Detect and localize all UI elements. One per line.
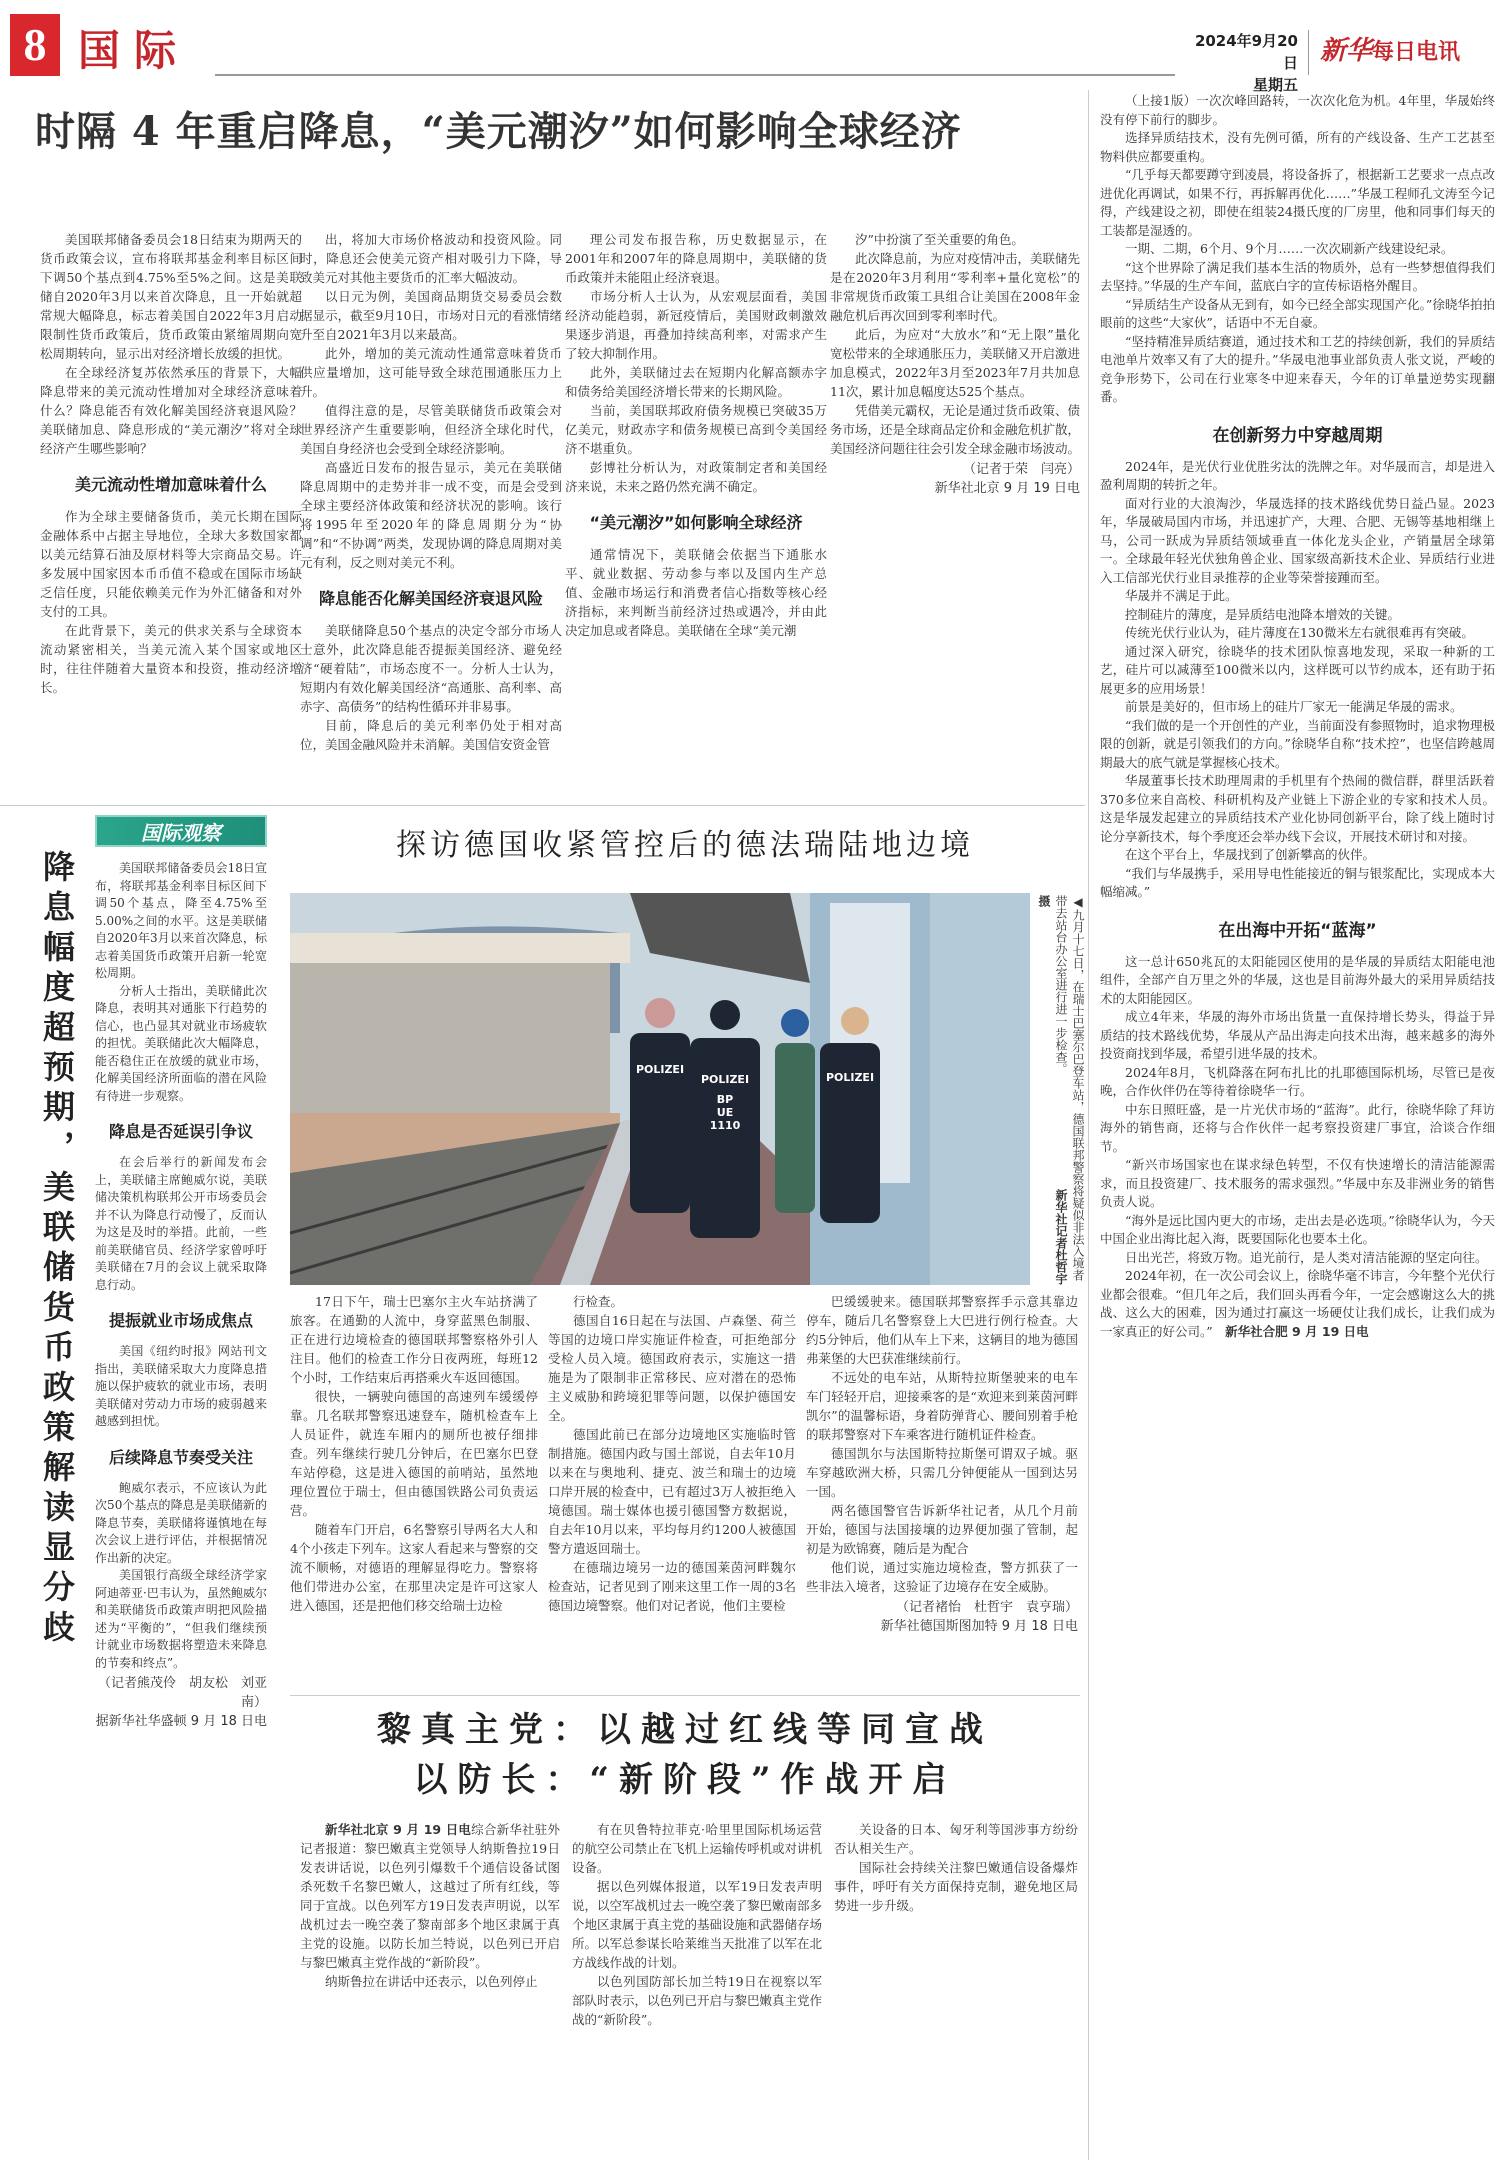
paragraph: 华晟董事长技术助理周肃的手机里有个热闹的微信群，群里活跃着370多位来自高校、科研机构及产业链上下游企业的专家和技术人员。这是华晟发起建立的异质结技术产业化协同创新平台，除了线上随时讨论分享新技术，每个季度还会举办线下会议，开展技术研讨和对接。 (1100, 773, 1495, 844)
newspaper-logo (1320, 30, 1460, 67)
subheading: 降息能否化解美国经济衰退风险 (318, 589, 543, 608)
germany-headline: 探访德国收紧管控后的德法瑞陆地边境 (396, 828, 974, 863)
paragraph: 作为全球主要储备货币，美元长期在国际金融体系中占据主导地位，全球大多数国家都以美元结算石油及原材料等大宗商品交易。许多发展中国家因本币币值不稳或在国际市场缺乏信任度，只能依赖美元作为外汇储备和对外支付的工具。 (40, 509, 302, 619)
paragraph: 高盛近日发布的报告显示，美元在美联储降息周期中的走势并非一成不变，而是会受到全球主要经济体政策和经济状况的影响。该行将1995年至2020年的降息周期分为“协调”和“不协调”两类，发现协调的降息周期对美元有利，反之则对美元不利。 (300, 460, 562, 570)
dateline: 新华社北京 9 月 19 日电 (934, 481, 1080, 496)
header-divider (1308, 30, 1309, 75)
paragraph: 美国联邦储备委员会18日结束为期两天的货币政策会议，宣布将联邦基金利率目标区间下调50个基点到4.75%至5%之间。这是美联储自2020年3月以来首次降息，且一开始就超常规大幅降息，标志着美国自2022年3月启动限制性货币政策后，货币政策由紧缩周期向宽松周期转向，显示出对经济增长放缓的担忧。 (40, 232, 302, 361)
paragraph: 纳斯鲁拉在讲话中还表示，以色列停止 (325, 1974, 538, 1989)
subheading: 在出海中开拓“蓝海” (1218, 920, 1377, 941)
paragraph: 据以色列媒体报道，以军19日发表声明说，以空军战机过去一晚空袭了黎巴嫩南部多个地区隶属于真主党的基础设施和武器储存场所。以军总参谋长哈莱维当天批准了以军在北方战线作战的计划。 (572, 1879, 822, 1970)
date-text: 2024年9月20日 (1194, 32, 1298, 72)
paragraph: 有在贝鲁特拉菲克·哈里里国际机场运营的航空公司禁止在飞机上运输传呼机或对讲机设备。 (572, 1822, 822, 1875)
paragraph: （上接1版）一次次峰回路转，一次次化危为机。4年里，华晟始终没有停下前行的脚步。 (1100, 93, 1495, 127)
logo-text: 每日电讯 (1372, 39, 1461, 65)
lebanon-col-2 (572, 1820, 822, 2160)
paragraph: 成立4年来，华晟的海外市场出货量一直保持增长势头，得益于异质结的技术路线优势，华晟从产品出海走向技术出海，越来越多的海外投资商找到华晟，希望引进华晟的技术。 (1100, 1009, 1495, 1061)
paragraph: 在此背景下，美元的供求关系与全球资本流动紧密相关，当美元流入某个国家或地区时，往往伴随着大量资本和投资，推动经济增长。 (40, 623, 302, 695)
vest-label: POLIZEI (635, 1063, 685, 1076)
paragraph: 综合新华社驻外记者报道：黎巴嫩真主党领导人纳斯鲁拉19日发表讲话说，以色列引爆数千个通信设备试图杀死数千名黎巴嫩人，这越过了所有红线，等同于宣战。以色列军方19日发表声明说，以军战机过去一晚空袭了黎南部多个地区隶属于真主党的设施。以防长加兰特说，以色列已开启与黎巴嫩真主党作战的“新阶段”。 (300, 1822, 560, 1970)
paragraph: 通过深入研究，徐晓华的技术团队惊喜地发现，采取一种新的工艺，硅片可以减薄至100微米以内，这样既可以节约成本，还有助于拓展更多的应用场景！ (1100, 643, 1495, 696)
paragraph: 在这个平台上，华晟找到了创新攀高的伙伴。 (1125, 847, 1376, 862)
lebanon-col-1 (300, 1820, 560, 2160)
paragraph: 美联储降息50个基点的决定令部分市场人士意外，此次降息能否提振美国经济、避免经济“硬着陆”，市场态度不一。分析人士认为，短期内有效化解美国经济“高通胀、高利率、高赤字、高债务”的结构性循环并非易事。 (300, 623, 562, 714)
dateline: 新华社合肥 9 月 19 日电 (1225, 1323, 1369, 1339)
paragraph: 此次降息前，为应对疫情冲击，美联储先是在2020年3月利用“零利率+量化宽松”的非常规货币政策工具组合让美国在2008年金融危机后再次回到零利率时代。 (830, 251, 1080, 323)
dateline: 据新华社华盛顿 9 月 18 日电 (95, 1714, 267, 1729)
paragraph: 面对行业的大浪淘沙，华晟选择的技术路线优势日益凸显。2023年，华晟破局国内市场，并迅速扩产，大理、合肥、无锡等基地相继上马，公司一跃成为异质结领域垂直一体化龙头企业，产销量居全球第一。全球最年轻光伏独角兽企业、国家级高新技术企业、异质结行业进入工信部光伏行业目录推荐的企业等荣誉接踵而至。 (1100, 495, 1495, 585)
paragraph: 市场分析人士认为，从宏观层面看，美国经济动能趋弱，新冠疫情后，美国财政刺激效果逐步消退，再叠加持续高利率，对需求产生了较大抑制作用。 (565, 289, 827, 361)
paragraph: 值得注意的是，尽管美联储货币政策会对世界经济产生重要影响，但经济全球化时代，美国自身经济也会受到全球经济影响。 (300, 403, 562, 456)
paragraph: 行检查。 (573, 1294, 624, 1309)
paragraph: 分析人士指出，美联储此次降息，表明其对通胀下行趋势的信心，也凸显其对就业市场疲软的担忧。美联储此次大幅降息，能否稳住正在放缓的就业市场，化解美国经济所面临的潜在风险有待进一步观察。 (95, 983, 267, 1103)
paragraph: 以色列国防部长加兰特19日在视察以军部队时表示，以色列已开启与黎巴嫩真主党作战的“新阶段”。 (572, 1974, 822, 2027)
paragraph: 17日下午，瑞士巴塞尔主火车站挤满了旅客。在通勤的人流中，身穿蓝黑色制服、正在进行边境检查的德国联邦警察格外引人注目。他们的检查工作分日夜两班，每班12个小时，工作结束后再搭乘火车返回德国。 (290, 1294, 538, 1385)
paragraph: 一期、二期，6个月、9个月……一次次刷新产线建设纪录。 (1125, 241, 1454, 256)
paragraph: 彭博社分析认为，对政策制定者和美国经济来说，未来之路仍然充满不确定。 (565, 460, 827, 494)
page-number: 8 (10, 14, 60, 76)
logo-script: 新华 (1320, 36, 1373, 66)
paragraph: 德国凯尔与法国斯特拉斯堡可谓双子城。驱车穿越欧洲大桥，只需几分钟便能从一国到达另一国。 (806, 1446, 1078, 1499)
paragraph: 美国联邦储备委员会18日宣布，将联邦基金利率目标区间下调50个基点，降至4.75%至5.00%之间的水平。这是美联储自2020年3月以来首次降息，标志着美国货币政策开启新一轮宽松周期。 (95, 861, 267, 980)
vest-label: POLIZEI (825, 1071, 875, 1084)
paragraph: 中东日照旺盛，是一片光伏市场的“蓝海”。此行，徐晓华除了拜访海外的销售商，还将与合作伙伴一起考察投资建厂事宜，洽谈合作细节。 (1100, 1101, 1495, 1154)
paragraph: 汐”中扮演了至关重要的角色。 (855, 232, 1024, 247)
germany-col-3 (806, 1292, 1078, 1692)
vest-unit: 1110 (709, 1119, 741, 1132)
sidebar-article (95, 860, 267, 2160)
weekday-text: 星期五 (1252, 76, 1298, 94)
subheading: 后续降息节奏受关注 (108, 1447, 253, 1467)
photo-caption (1035, 895, 1086, 1285)
header-rule (215, 74, 1175, 76)
paragraph: 在会后举行的新闻发布会上，美联储主席鲍威尔说，美联储决策机构联邦公开市场委员会并不认为降息行动慢了，反而认为这是及时的举措。此前，一些前美联储官员、经济学家曾呼吁美联储在7月的会议上就采取降息行动。 (95, 1155, 267, 1292)
byline: （记者熊茂伶 胡友松 刘亚南） (97, 1676, 267, 1710)
paragraph: 此外，增加的美元流动性通常意味着货币供应量增加，这可能导致全球范围通胀压力上升。 (300, 346, 562, 399)
paragraph: 德国此前已在部分边境地区实施临时管制措施。德国内政与国土部说，自去年10月以来在与奥地利、捷克、波兰和瑞士的边境口岸开展的检查中，已有超过3万人被拒绝入境德国。瑞士媒体也援引德国警方数据说，自去年10月以来，平均每月约1200人被德国警方遣返回瑞士。 (548, 1427, 796, 1556)
paragraph: 华晟并不满足于此。 (1125, 588, 1238, 603)
paragraph: “我们与华晟携手，采用导电性能接近的铜与银浆配比，实现成本大幅缩减。” (1100, 865, 1495, 899)
divider (290, 1695, 1080, 1696)
paragraph: 传统光伏行业认为，硅片薄度在130微米左右就很难再有突破。 (1125, 625, 1474, 640)
subheading: 美元流动性增加意味着什么 (74, 475, 267, 494)
subheading: 降息是否延误引争议 (108, 1122, 253, 1141)
issue-date (1188, 30, 1298, 96)
dateline: 新华社德国斯图加特 9 月 18 日电 (880, 1619, 1078, 1634)
paragraph: 选择异质结技术，没有先例可循，所有的产线设备、生产工艺甚至物料供应都要重构。 (1100, 130, 1495, 164)
lebanon-headline (290, 1705, 1080, 1805)
paragraph: “新兴市场国家也在谋求绿色转型，不仅有快速增长的清洁能源需求，而且投资建厂、技术服务的需求强烈。”华晟中东及非洲业务的销售负责人说。 (1100, 1157, 1495, 1209)
paragraph: “异质结生产设备从无到有，如今已经全部实现国产化。”徐晓华拍拍眼前的这些“大家伙”，话语中不无自豪。 (1100, 296, 1495, 330)
news-photo (290, 893, 1030, 1285)
paragraph: 凭借美元霸权，无论是通过货币政策、债务市场，还是全球商品定价和金融危机扩散，美国经济问题往往会引发全球金融市场波动。 (830, 403, 1080, 456)
top-col-3 (565, 230, 827, 800)
dateline: 新华社北京 9 月 19 日电 (325, 1822, 472, 1837)
paragraph: “海外是远比国内更大的市场，走出去是必选项。”徐晓华认为，今天中国企业出海比起入海，既要国际化也要本土化。 (1100, 1212, 1495, 1246)
paragraph: 美国《纽约时报》网站刊文指出，美联储采取大力度降息措施以保护疲软的就业市场，表明美联储对劳动力市场的疲弱越来越感到担忧。 (95, 1344, 267, 1428)
photo-credit: 新华社记者杜哲宇摄 (1037, 895, 1068, 1285)
paragraph: 德国自16日起在与法国、卢森堡、荷兰等国的边境口岸实施证件检查，可拒绝部分受检人员入境。德国政府表示，实施这一措施是为了限制非正常移民、应对潜在的恐怖主义威胁和跨境犯罪等问题，以保护德国安全。 (548, 1313, 796, 1423)
paragraph: 很快，一辆驶向德国的高速列车缓缓停靠。几名联邦警察迅速登车，随机检查车上人员证件，就连车厢内的厕所也被仔细排查。列车继续行驶几分钟后，在巴塞尔巴登车站停稳，这是进入德国的前哨站，虽然地理位置位于瑞士，但由德国铁路公司负责运营。 (290, 1389, 538, 1518)
headline-line-2: 以防长：“新阶段”作战开启 (413, 1760, 957, 1800)
lebanon-col-3 (834, 1820, 1078, 2160)
paragraph: 2024年8月，飞机降落在阿布扎比的扎耶德国际机场，尽管已是夜晚，合作伙伴仍在等待着徐晓华一行。 (1100, 1064, 1495, 1098)
paragraph: 关设备的日本、匈牙利等国涉事方纷纷否认相关生产。 (834, 1822, 1078, 1856)
paragraph: 随着车门开启，6名警察引导两名大人和4个小孩走下列车。这家人看起来与警察的交流不顺畅，对德语的理解显得吃力。警察将他们带进办公室，在那里决定是许可这家人进入德国，还是把他们移交给瑞士边检 (290, 1522, 538, 1613)
paragraph: 巴缓缓驶来。德国联邦警察挥手示意其靠边停车，随后几名警察登上大巴进行例行检查。大约5分钟后，他们从车上下来，这辆目的地为德国弗莱堡的大巴获准继续前行。 (806, 1294, 1078, 1366)
vest-unit: UE (716, 1106, 734, 1119)
byline: （记者褚怡 杜哲宇 袁亨瑞） (895, 1600, 1078, 1615)
paragraph: 当前，美国联邦政府债务规模已突破35万亿美元，财政赤字和债务规模已高到令美国经济不堪重负。 (565, 403, 827, 456)
right-article (1100, 92, 1495, 2162)
byline: （记者于荣 闫亮） (962, 462, 1080, 477)
column-divider (1088, 90, 1089, 2160)
paragraph: 国际社会持续关注黎巴嫩通信设备爆炸事件，呼吁有关方面保持克制，避免地区局势进一步升级。 (834, 1860, 1078, 1913)
paragraph: 此外，美联储过去在短期内化解高额赤字和债务给美国经济增长带来的长期风险。 (565, 365, 827, 399)
paragraph: 以日元为例，美国商品期货交易委员会数据显示，截至9月10日，市场对日元的看涨情绪升至自2021年3月以来最高。 (300, 289, 562, 342)
section-title: 国际 (78, 26, 191, 75)
paragraph: 控制硅片的薄度，是异质结电池降本增效的关键。 (1125, 606, 1401, 622)
police-platform-photo (290, 893, 1030, 1285)
germany-col-2 (548, 1292, 796, 1662)
vest-label: POLIZEI (700, 1073, 750, 1086)
paragraph: 在全球经济复苏依然承压的背景下，大幅降息带来的美元流动性增加对全球经济意味着什么？降息能否有效化解美国经济衰退风险？美联储加息、降息形成的“美元潮汐”将对全球经济产生哪些影响？ (40, 365, 302, 456)
paragraph: 美国银行高级全球经济学家阿迪蒂亚·巴韦认为，虽然鲍威尔和美联储货币政策声明把风险描述为“平衡的”，“但我们继续预计就业市场数据将塑造未来降息的节奏和终点”。 (95, 1568, 267, 1670)
paragraph: “几乎每天都要蹲守到凌晨，将设备拆了，根据新工艺要求一点点改进优化再调试，如果不行，再拆解再优化……”华晟工程师孔文涛至今记得，产线建设之初，即使在组装24摄氏度的厂房里，他和同事们每天的工装都是湿透的。 (1100, 167, 1495, 238)
subheading: 提振就业市场成焦点 (108, 1311, 253, 1330)
top-headline: 时隔 4 年重启降息，“美元潮汐”如何影响全球经济 (35, 108, 962, 155)
paragraph: 通常情况下，美联储会依据当下通胀水平、就业数据、劳动参与率以及国内生产总值、金融市场运行和消费者信心指数等核心经济指标，来判断当前经济过热或遇冷，并由此决定加息或者降息。美联储在全球“美元潮 (565, 547, 827, 638)
paragraph: 此后，为应对“大放水”和“无上限”量化宽松带来的全球通胀压力，美联储又开启激进加息模式，2022年3月至2023年7月共加息11次，累计加息幅度达525个基点。 (830, 327, 1080, 399)
paragraph: 2024年，是光伏行业优胜劣汰的洗牌之年。对华晟而言，却是进入盈利周期的转折之年。 (1100, 458, 1495, 492)
paragraph: 目前，降息后的美元利率仍处于相对高位，美国金融风险并未消解。美国信安资金管 (300, 718, 562, 752)
paragraph: 鲍威尔表示，不应该认为此次50个基点的降息是美联储新的降息节奏，美联储将谨慎地在每次会议上进行评估，并根据情况作出新的决定。 (95, 1480, 267, 1565)
paragraph: 日出光芒，将致万物。追光前行，是人类对清洁能源的坚定向往。 (1125, 1249, 1488, 1265)
caption-text: ◀九月十七日，在瑞士巴塞尔巴登车站，德国联邦警察将疑似非法入境者带去站台办公室进行进一步检查。 (1054, 895, 1085, 1281)
paragraph: 他们说，通过实施边境检查，警方抓获了一些非法入境者，这验证了边境存在安全威胁。 (806, 1560, 1078, 1594)
paragraph: 不远处的电车站，从斯特拉斯堡驶来的电车车门轻轻开启，迎接乘客的是“欢迎来到莱茵河畔凯尔”的温馨标语，身着防弹背心、腰间别着手枪的联邦警察对下车乘客进行随机证件检查。 (806, 1370, 1078, 1442)
paragraph: 这一总计650兆瓦的太阳能园区使用的是华晟的异质结太阳能电池组件，全部产自万里之外的华晟，这也是目前海外最大的采用异质结技术的太阳能园区。 (1100, 953, 1495, 1006)
paragraph: “这个世界除了满足我们基本生活的物质外，总有一些梦想值得我们去坚持。”华晟的生产车间，蓝底白字的宣传标语格外醒目。 (1100, 259, 1495, 293)
paragraph: 两名德国警官告诉新华社记者，从几个月前开始，德国与法国接壤的边界便加强了管制，起初是为欧锦赛，随后是为配合 (806, 1503, 1078, 1556)
paragraph: 在德瑞边境另一边的德国莱茵河畔魏尔检查站，记者见到了刚来这里工作一周的3名德国边境警察。他们对记者说，他们主要检 (548, 1560, 796, 1613)
paragraph: 理公司发布报告称，历史数据显示，在2001年和2007年的降息周期中，美联储的货币政策并未能阻止经济衰退。 (565, 232, 827, 285)
paragraph: “坚持精准异质结赛道，通过技术和工艺的持续创新，我们的异质结电池单片效率又有了大的提升。”华晟电池事业部负责人张文说，严峻的竞争形势下，公司在行业寒冬中迎来春天，今年的订单量逆势实现翻番。 (1100, 333, 1495, 404)
paragraph: “我们做的是一个开创性的产业，当前面没有参照物时，追求物理极限的创新，就是引领我们的方向。”徐晓华自称“技术控”，也坚信跨越周期最大的底气就是掌握核心技术。 (1100, 717, 1495, 770)
subheading: “美元潮汐”如何影响全球经济 (589, 513, 803, 532)
paragraph: 前景是美好的，但市场上的硅片厂家无一能满足华晟的需求。 (1125, 699, 1463, 714)
top-col-4 (830, 230, 1080, 800)
vest-unit: BP (716, 1093, 734, 1106)
sidebar-vertical-title: 降息幅度超预期，美联储货币政策解读显分歧 (38, 850, 76, 1650)
divider (0, 805, 1085, 806)
column-banner: 国际观察 (95, 815, 267, 847)
top-col-1 (40, 230, 302, 800)
germany-col-1 (290, 1292, 538, 1662)
headline-line-1: 黎真主党：以越过红线等同宣战 (377, 1710, 993, 1750)
subheading: 在创新努力中穿越周期 (1212, 425, 1383, 446)
paragraph: 2024年初，在一次公司会议上，徐晓华毫不讳言，今年整个光伏行业都会很难。“但几年之后，我们回头再看今年，一定会感谢这么大的挑战、这么大的困难，因为通过打赢这一场硬仗让我们成长，让我们成为一家真正的好公司。” (1100, 1268, 1495, 1339)
top-col-2 (300, 230, 562, 800)
paragraph: 出，将加大市场价格波动和投资风险。同时，降息还会使美元资产相对吸引力下降，导致美元对其他主要货币的汇率大幅波动。 (300, 232, 562, 285)
